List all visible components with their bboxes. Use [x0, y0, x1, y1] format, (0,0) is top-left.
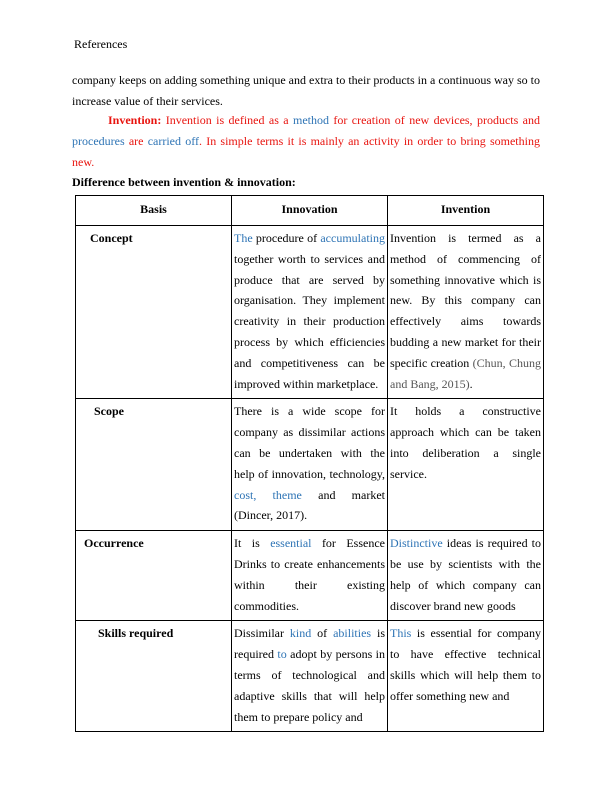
text-span: and market [301, 487, 385, 502]
text-span: for creation of new devices, products and [329, 113, 540, 127]
invention-definition-paragraph [72, 110, 540, 173]
comparison-table [75, 195, 544, 732]
basis-cell [76, 621, 232, 732]
innovation-cell [232, 226, 388, 399]
text-span: Dissimilar [234, 626, 290, 641]
basis-label: Skills required [98, 626, 174, 641]
text-span: accumulating [320, 231, 385, 245]
text-span: ideas is required to be use by scientists with the help of which company can discover brand new goods [390, 536, 541, 613]
text-span: There is a wide scope for company as dissimilar actions can be undertaken with the help of innovation, technology, [234, 404, 385, 481]
invention-cell [388, 399, 544, 531]
text-span: Invention is termed as a method of commencing of something innovative which is new. By this company can effectively aims towards budding a new market for their specific creation [390, 231, 541, 370]
invention-label: Invention: [108, 113, 162, 127]
citation: (Chun, Chung and Bang, 2015) [390, 355, 541, 391]
column-header: Invention [388, 196, 544, 226]
text-span: procedure of [252, 231, 321, 245]
text-span: of [311, 626, 334, 641]
text-span: Invention is defined as a [161, 113, 293, 127]
text-span: Distinctive [390, 536, 443, 551]
text-span: together worth to services and produce that are served by organisation. They implement creativity in their production process by which efficiencies and competitiveness can be improved within marketplace. [234, 251, 385, 391]
text-span: procedures [72, 134, 125, 148]
text-span: is required [234, 626, 386, 662]
text-span: . [469, 376, 473, 391]
text-span: for Essence Drinks to create enhancements within their existing commodities. [234, 536, 385, 613]
text-span: are [124, 134, 148, 148]
text-span: It holds a constructive approach which can be taken into deliberation a single service. [390, 404, 541, 481]
table-row [76, 531, 544, 621]
intro-paragraph: company keeps on adding something unique and extra to their products in a continuous way so to increase value of their services. [72, 73, 540, 108]
text-span: cost, theme [234, 487, 302, 502]
section-heading: Difference between invention & innovation: [72, 175, 296, 189]
basis-label: Occurrence [84, 536, 144, 551]
table-header-row [76, 196, 544, 226]
table-row [76, 226, 544, 399]
text-span: . [304, 508, 308, 523]
text-span: method [293, 113, 329, 127]
innovation-cell [232, 399, 388, 531]
citation: (Dincer, 2017) [234, 508, 305, 523]
text-span: kind [289, 626, 312, 641]
invention-cell [388, 531, 544, 621]
basis-label: Concept [90, 231, 133, 245]
text-span: This [390, 626, 412, 641]
column-header: Basis [76, 196, 232, 226]
basis-cell [76, 226, 232, 399]
text-span: carried off [147, 134, 199, 148]
text-span: is essential for company to have effective technical skills which will help them to offer something new and [390, 626, 541, 703]
table-row [76, 621, 544, 732]
text-span: The [234, 231, 253, 245]
text-span: . In simple terms it is mainly an activity in order to bring something new. [72, 134, 540, 169]
innovation-cell [232, 621, 388, 732]
page-header: References [74, 37, 128, 51]
basis-cell [76, 399, 232, 531]
invention-cell [388, 226, 544, 399]
text-span: adopt by persons in terms of technological and adaptive skills that will help them to prepare policy and [234, 647, 386, 724]
table-row [76, 399, 544, 531]
innovation-cell [232, 531, 388, 621]
column-header: Innovation [232, 196, 388, 226]
text-span: abilities [333, 626, 372, 641]
invention-cell [388, 621, 544, 732]
basis-label: Scope [94, 404, 124, 419]
text-span: to [277, 647, 287, 662]
basis-cell [76, 531, 232, 621]
text-span: It is [234, 536, 271, 551]
text-span: essential [270, 536, 312, 551]
